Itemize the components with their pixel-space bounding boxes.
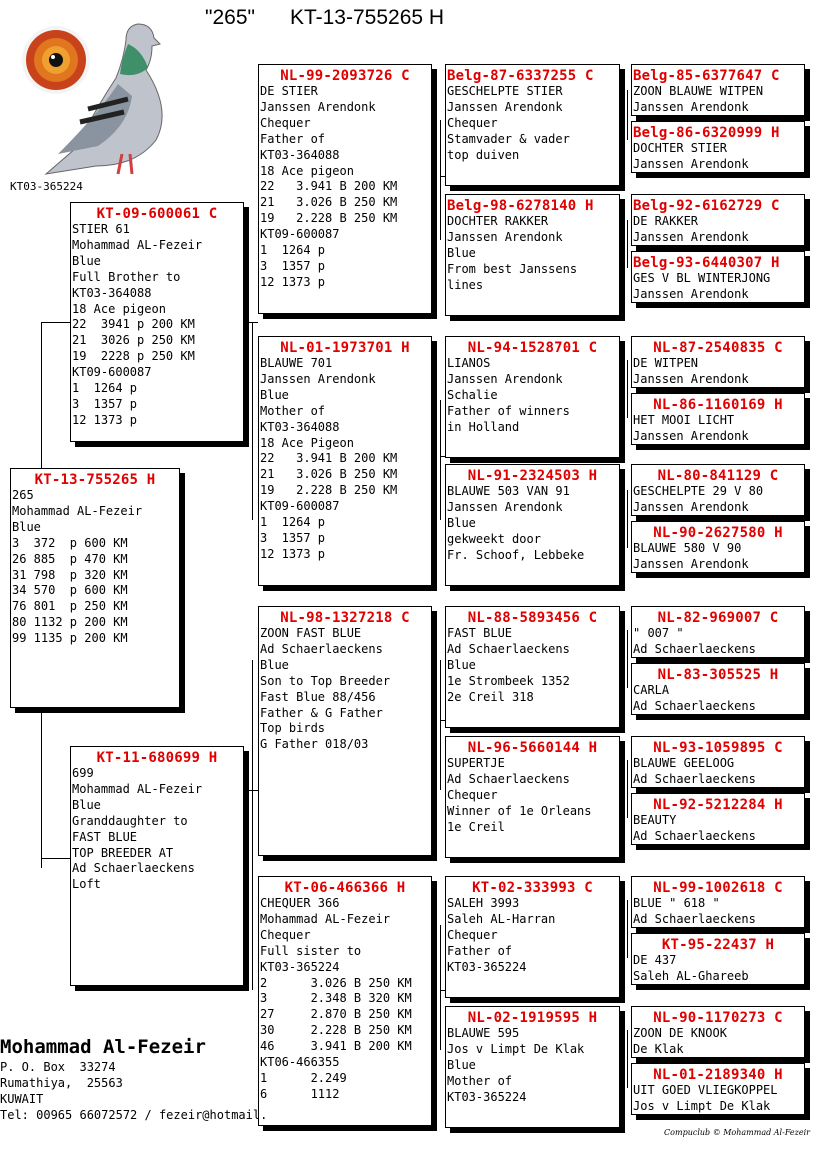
card-line: 12 1373 p (260, 274, 326, 289)
card-line: 265 (12, 488, 34, 502)
ring-number: Belg-87-6337255 C (447, 68, 594, 84)
pedigree-card (631, 521, 805, 573)
card-line: Father of (447, 943, 513, 958)
card-line: STIER 61 (72, 222, 130, 236)
card-line: Janssen Arendonk (447, 229, 563, 244)
pedigree-card (631, 121, 805, 173)
card-line: KT03-364088 (260, 147, 340, 162)
card-line: 22 3941 p 200 KM (72, 317, 195, 332)
connector-line (627, 90, 628, 140)
owner-contact-line: Tel: 00965 66072572 / fezeir@hotmail. (0, 1108, 268, 1122)
card-line: ZOON FAST BLUE (260, 626, 362, 640)
card-line: Janssen Arendonk (633, 229, 749, 244)
card-line: Chequer (260, 927, 311, 942)
ring-number: Belg-86-6320999 H (633, 125, 780, 141)
card-line: Son to Top Breeder (260, 673, 391, 688)
card-line: 1 1264 p (72, 381, 138, 396)
card-line: Father & G Father (260, 705, 383, 720)
ring-number: NL-82-969007 C (657, 610, 779, 626)
card-line: 21 3026 p 250 KM (72, 333, 195, 348)
connector-line (41, 858, 70, 859)
card-line: 699 (72, 766, 94, 780)
pedigree-card (631, 606, 805, 658)
card-line: FAST BLUE (447, 626, 513, 640)
card-line: Ad Schaerlaeckens (633, 771, 756, 786)
card-line: 1e Strombeek 1352 (447, 673, 570, 688)
pigeon-photo-icon (18, 14, 168, 179)
card-line: Father of winners (447, 403, 570, 418)
card-line: DOCHTER STIER (633, 141, 727, 155)
card-line: KT09-600087 (260, 227, 340, 242)
card-line: KT03-364088 (260, 419, 340, 434)
ring-number: NL-83-305525 H (657, 667, 779, 683)
connector-line (627, 220, 628, 268)
card-line: Blue (72, 253, 101, 268)
card-line: 22 3.941 B 200 KM (260, 451, 398, 466)
ring-number: NL-98-1327218 C (280, 610, 410, 626)
card-line: Loft (72, 877, 101, 892)
card-line: Fr. Schoof, Lebbeke (447, 547, 585, 562)
ring-number: NL-80-841129 C (657, 468, 779, 484)
card-line: Janssen Arendonk (633, 99, 749, 114)
card-line: 80 1132 p 200 KM (12, 615, 128, 630)
card-line: 34 570 p 600 KM (12, 583, 128, 598)
pedigree-card (445, 464, 620, 586)
card-line: 18 Ace pigeon (72, 301, 166, 316)
card-line: Chequer (447, 787, 498, 802)
card-line: 3 2.348 B 320 KM (260, 991, 412, 1006)
card-line: From best Janssens (447, 261, 578, 276)
card-line: Jos v Limpt De Klak (633, 1098, 771, 1113)
card-line: 12 1373 p (72, 412, 138, 427)
pedigree-card (631, 1006, 805, 1058)
pedigree-card (258, 606, 432, 856)
pedigree-card (445, 606, 620, 728)
card-line: DE WITPEN (633, 356, 699, 370)
card-line: 3 1357 p (72, 396, 138, 411)
card-line: Janssen Arendonk (633, 156, 749, 171)
connector-line (440, 120, 441, 240)
card-line: LIANOS (447, 356, 491, 370)
card-line: ZOON DE KNOOK (633, 1026, 727, 1040)
ring-number: NL-91-2324503 H (467, 468, 598, 484)
card-line: Ad Schaerlaeckens (447, 771, 570, 786)
ring-number: KT-09-600061 C (96, 206, 218, 222)
card-line: BEAUTY (633, 813, 677, 827)
card-line: UIT GOED VLIEGKOPPEL (633, 1083, 778, 1097)
card-line: Chequer (447, 927, 498, 942)
connector-line (41, 708, 42, 868)
card-line: HET MOOI LICHT (633, 413, 735, 427)
card-line: KT03-365224 (260, 959, 340, 974)
card-line: 31 798 p 320 KM (12, 567, 128, 582)
card-line: 19 2228 p 250 KM (72, 349, 195, 364)
ring-number: Belg-93-6440307 H (633, 255, 780, 271)
connector-line (627, 360, 628, 418)
card-line: 1 2.249 (260, 1070, 347, 1085)
owner-address-line: P. O. Box 33274 (0, 1060, 116, 1074)
card-line: in Holland (447, 419, 520, 434)
card-line: DE STIER (260, 84, 318, 98)
ring-number: KT-11-680699 H (96, 750, 218, 766)
card-line: Blue (447, 245, 476, 260)
connector-line (244, 790, 258, 791)
page-title: "265" KT-13-755265 H (205, 6, 445, 29)
ring-number: NL-90-2627580 H (653, 525, 783, 541)
card-line: Janssen Arendonk (633, 286, 749, 301)
pedigree-card (631, 933, 805, 985)
card-line: 19 2.228 B 250 KM (260, 483, 398, 498)
ring-number: Belg-92-6162729 C (633, 198, 780, 214)
ring-number: KT-95-22437 H (661, 937, 775, 953)
connector-line (41, 322, 42, 470)
ring-number: NL-93-1059895 C (653, 740, 783, 756)
card-line: 6 1112 (260, 1086, 340, 1101)
card-line: BLAUWE 595 (447, 1026, 520, 1040)
card-line: Blue (260, 387, 289, 402)
ring-number: Belg-98-6278140 H (447, 198, 594, 214)
card-line: Stamvader & vader (447, 131, 570, 146)
card-line: Full Brother to (72, 269, 181, 284)
card-line: 3 1357 p (260, 258, 326, 273)
pedigree-card (445, 64, 620, 186)
card-line: Blue (72, 797, 101, 812)
card-line: ZOON BLAUWE WITPEN (633, 84, 764, 98)
card-line: G Father 018/03 (260, 737, 369, 752)
connector-line (252, 322, 253, 520)
card-line: Full sister to (260, 943, 362, 958)
pedigree-card (631, 736, 805, 788)
connector-line (440, 660, 441, 790)
connector-line (244, 322, 258, 323)
owner-address-line: Rumathiya, 25563 (0, 1076, 123, 1090)
ring-number: KT-06-466366 H (284, 880, 406, 896)
card-line: Ad Schaerlaeckens (633, 911, 756, 926)
ring-number: KT-02-333993 C (472, 880, 593, 896)
card-line: CHEQUER 366 (260, 896, 340, 910)
card-line: DOCHTER RAKKER (447, 214, 549, 228)
card-line: KT09-600087 (72, 365, 152, 380)
card-line: TOP BREEDER AT (72, 845, 174, 860)
card-line: Blue (447, 657, 476, 672)
card-line: 3 1357 p (260, 530, 326, 545)
card-line: CARLA (633, 683, 670, 697)
card-line: 1e Creil (447, 819, 505, 834)
card-line: KT03-364088 (72, 285, 152, 300)
card-line: BLAUWE 503 VAN 91 (447, 484, 570, 498)
connector-line (627, 760, 628, 818)
card-line: Janssen Arendonk (447, 499, 563, 514)
card-line: De Klak (633, 1041, 684, 1056)
card-line: Blue (447, 515, 476, 530)
card-line: Saleh AL-Ghareeb (633, 968, 749, 983)
card-line: Saleh AL-Harran (447, 911, 556, 926)
card-line: Mohammad AL-Fezeir (260, 911, 391, 926)
pedigree-card (258, 876, 432, 1126)
ring-number: NL-01-2189340 H (653, 1067, 783, 1083)
card-line: GES V BL WINTERJONG (633, 271, 771, 285)
card-line: Jos v Limpt De Klak (447, 1041, 585, 1056)
card-line: Mother of (447, 1073, 513, 1088)
card-line: Janssen Arendonk (633, 428, 749, 443)
ring-number: NL-86-1160169 H (653, 397, 783, 413)
card-line: 76 801 p 250 KM (12, 599, 128, 614)
card-line: Janssen Arendonk (447, 371, 563, 386)
card-line: Mother of (260, 403, 326, 418)
ring-number: KT-13-755265 H (34, 472, 156, 488)
card-line: 18 Ace pigeon (260, 163, 354, 178)
pedigree-card (631, 336, 805, 388)
pedigree-card (445, 1006, 620, 1128)
pedigree-card (631, 663, 805, 715)
card-line: Chequer (447, 115, 498, 130)
pedigree-card (631, 876, 805, 928)
ring-number: NL-96-5660144 H (467, 740, 598, 756)
pedigree-card (70, 202, 244, 442)
connector-line (440, 400, 441, 520)
pedigree-card (631, 464, 805, 516)
pedigree-card (631, 64, 805, 116)
card-line: " 007 " (633, 626, 684, 640)
card-line: GESCHELPTE 29 V 80 (633, 484, 764, 498)
card-line: 3 372 p 600 KM (12, 535, 128, 550)
card-line: 46 3.941 B 200 KM (260, 1039, 412, 1054)
connector-line (41, 708, 70, 709)
card-line: 1 1264 p (260, 515, 326, 530)
card-line: 2 3.026 B 250 KM (260, 975, 412, 990)
pedigree-card (445, 736, 620, 858)
card-line: Janssen Arendonk (633, 499, 749, 514)
ring-number: NL-99-2093726 C (280, 68, 410, 84)
card-line: KT03-365224 (447, 1089, 527, 1104)
card-line: Janssen Arendonk (260, 99, 376, 114)
card-line: Chequer (260, 115, 311, 130)
card-line: 22 3.941 B 200 KM (260, 179, 398, 194)
card-line: DE RAKKER (633, 214, 699, 228)
ring-number: NL-92-5212284 H (653, 797, 783, 813)
card-line: 26 885 p 470 KM (12, 551, 128, 566)
card-line: Ad Schaerlaeckens (633, 641, 756, 656)
photo-caption: KT03-365224 (10, 180, 83, 193)
connector-line (252, 660, 253, 990)
card-line: gekweekt door (447, 531, 541, 546)
card-line: Ad Schaerlaeckens (260, 641, 383, 656)
card-line: 99 1135 p 200 KM (12, 631, 128, 646)
ring-number: NL-90-1170273 C (653, 1010, 783, 1026)
card-line: Mohammad AL-Fezeir (12, 503, 143, 518)
card-line: SALEH 3993 (447, 896, 520, 910)
card-line: Ad Schaerlaeckens (633, 698, 756, 713)
card-line: 12 1373 p (260, 546, 326, 561)
card-line: SUPERTJE (447, 756, 505, 770)
card-line: Top birds (260, 721, 326, 736)
card-line: BLAUWE 701 (260, 356, 333, 370)
card-line: BLAUWE 580 V 90 (633, 541, 742, 555)
card-line: KT03-365224 (447, 959, 527, 974)
card-line: Janssen Arendonk (633, 371, 749, 386)
pedigree-card (445, 336, 620, 458)
card-line: 2e Creil 318 (447, 689, 534, 704)
connector-line (41, 322, 70, 323)
card-line: Janssen Arendonk (633, 556, 749, 571)
ring-number: NL-01-1973701 H (280, 340, 410, 356)
pedigree-card (631, 194, 805, 246)
card-line: 21 3.026 B 250 KM (260, 467, 398, 482)
card-line: Ad Schaerlaeckens (72, 861, 195, 876)
card-line: 30 2.228 B 250 KM (260, 1023, 412, 1038)
card-line: Blue (260, 657, 289, 672)
card-line: Janssen Arendonk (447, 99, 563, 114)
pedigree-card (445, 876, 620, 998)
card-line: Mohammad AL-Fezeir (72, 237, 203, 252)
pedigree-card (631, 251, 805, 303)
card-line: GESCHELPTE STIER (447, 84, 563, 98)
connector-line (627, 490, 628, 548)
card-line: 18 Ace Pigeon (260, 435, 354, 450)
card-line: Granddaughter to (72, 813, 188, 828)
card-line: KT06-466355 (260, 1055, 340, 1070)
ring-number: NL-88-5893456 C (467, 610, 598, 626)
card-line: top duiven (447, 147, 520, 162)
owner-name: Mohammad Al-Fezeir (0, 1036, 206, 1058)
card-line: Ad Schaerlaeckens (447, 641, 570, 656)
card-line: FAST BLUE (72, 829, 138, 844)
footer-credit: Compuclub © Mohammad Al-Fezeir (664, 1128, 810, 1137)
pedigree-card (445, 194, 620, 316)
card-line: 1 1264 p (260, 243, 326, 258)
card-line: Janssen Arendonk (260, 371, 376, 386)
card-line: 27 2.870 B 250 KM (260, 1007, 412, 1022)
pedigree-card (10, 468, 180, 708)
ring-number: NL-94-1528701 C (467, 340, 598, 356)
card-line: Fast Blue 88/456 (260, 689, 376, 704)
pedigree-card (258, 336, 432, 586)
card-line: Blue (447, 1057, 476, 1072)
card-line: Blue (12, 519, 41, 534)
card-line: 21 3.026 B 250 KM (260, 195, 398, 210)
ring-number: NL-02-1919595 H (467, 1010, 598, 1026)
card-line: BLAUWE GEELOOG (633, 756, 735, 770)
ring-number: Belg-85-6377647 C (633, 68, 780, 84)
card-line: lines (447, 277, 484, 292)
connector-line (627, 900, 628, 958)
pedigree-card (631, 1063, 805, 1115)
pedigree-card (631, 793, 805, 845)
pedigree-card (70, 746, 244, 986)
card-line: Mohammad AL-Fezeir (72, 781, 203, 796)
connector-line (627, 630, 628, 688)
owner-address-line: KUWAIT (0, 1092, 44, 1106)
ring-number: NL-99-1002618 C (653, 880, 783, 896)
connector-line (627, 1030, 628, 1088)
card-line: KT09-600087 (260, 499, 340, 514)
card-line: Father of (260, 131, 326, 146)
ring-number: NL-87-2540835 C (653, 340, 783, 356)
card-line: BLUE " 618 " (633, 896, 720, 910)
card-line: 19 2.228 B 250 KM (260, 211, 398, 226)
pedigree-card (258, 64, 432, 314)
pedigree-card (631, 393, 805, 445)
card-line: Ad Schaerlaeckens (633, 828, 756, 843)
card-line: Schalie (447, 387, 498, 402)
connector-line (440, 925, 441, 1050)
card-line: Winner of 1e Orleans (447, 803, 592, 818)
card-line: DE 437 (633, 953, 677, 967)
